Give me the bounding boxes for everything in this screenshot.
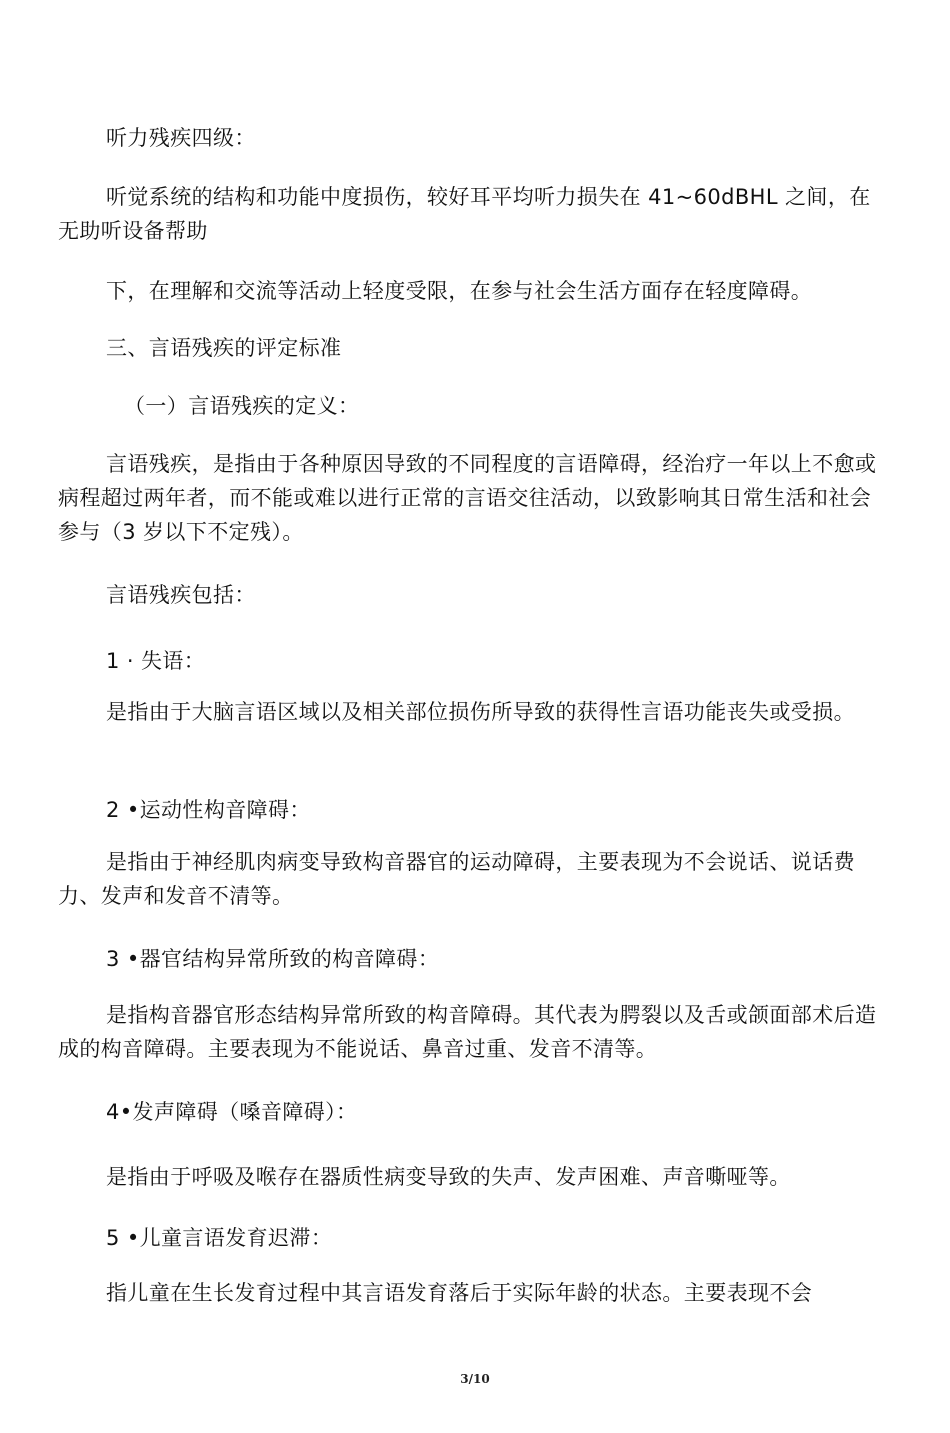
section-heading-speech-disability-standard: 三、言语残疾的评定标准 [106, 336, 342, 360]
list-item-structural-dysarthria-description: 是指构音器官形态结构异常所致的构音障碍。其代表为腭裂以及舌或颌面部术后造成的构音障碍。主要表现为不能说话、鼻音过重、发音不清等。 [58, 1003, 877, 1061]
page-number: 3/10 [460, 1372, 490, 1386]
list-item-motor-dysarthria-description: 是指由于神经肌肉病变导致构音器官的运动障碍，主要表现为不会说话、说话费力、发声和发音不清等。 [58, 850, 855, 908]
list-item-aphasia-heading: 1 · 失语： [106, 649, 206, 673]
list-item-voice-disorder-description: 是指由于呼吸及喉存在器质性病变导致的失声、发声困难、声音嘶哑等。 [106, 1165, 791, 1189]
list-item-motor-dysarthria-heading: 2 •运动性构音障碍： [106, 798, 311, 822]
paragraph-hearing-level-4-heading: 听力残疾四级： [106, 126, 256, 150]
list-item-child-speech-delay-heading: 5 •儿童言语发育迟滞： [106, 1226, 333, 1250]
list-item-child-speech-delay-description: 指儿童在生长发育过程中其言语发育落后于实际年龄的状态。主要表现不会 [106, 1281, 813, 1305]
paragraph-hearing-level-4-continuation: 下，在理解和交流等活动上轻度受限，在参与社会生活方面存在轻度障碍。 [106, 279, 813, 303]
subsection-heading-speech-disability-definition: （一）言语残疾的定义： [124, 394, 360, 418]
paragraph-speech-disability-definition: 言语残疾，是指由于各种原因导致的不同程度的言语障碍，经治疗一年以上不愈或病程超过两年者，而不能或难以进行正常的言语交往活动，以致影响其日常生活和社会参与（3 岁以下不定残）。 [58, 452, 877, 544]
list-item-aphasia-description: 是指由于大脑言语区域以及相关部位损伤所导致的获得性言语功能丧失或受损。 [106, 700, 855, 724]
paragraph-speech-disability-includes: 言语残疾包括： [106, 583, 256, 607]
paragraph-hearing-level-4-description: 听觉系统的结构和功能中度损伤，较好耳平均听力损失在 41~60dBHL 之间，在无助听设备帮助 [58, 185, 871, 243]
list-item-structural-dysarthria-heading: 3 •器官结构异常所致的构音障碍： [106, 947, 440, 971]
list-item-voice-disorder-heading: 4•发声障碍（嗓音障碍）： [106, 1100, 358, 1124]
